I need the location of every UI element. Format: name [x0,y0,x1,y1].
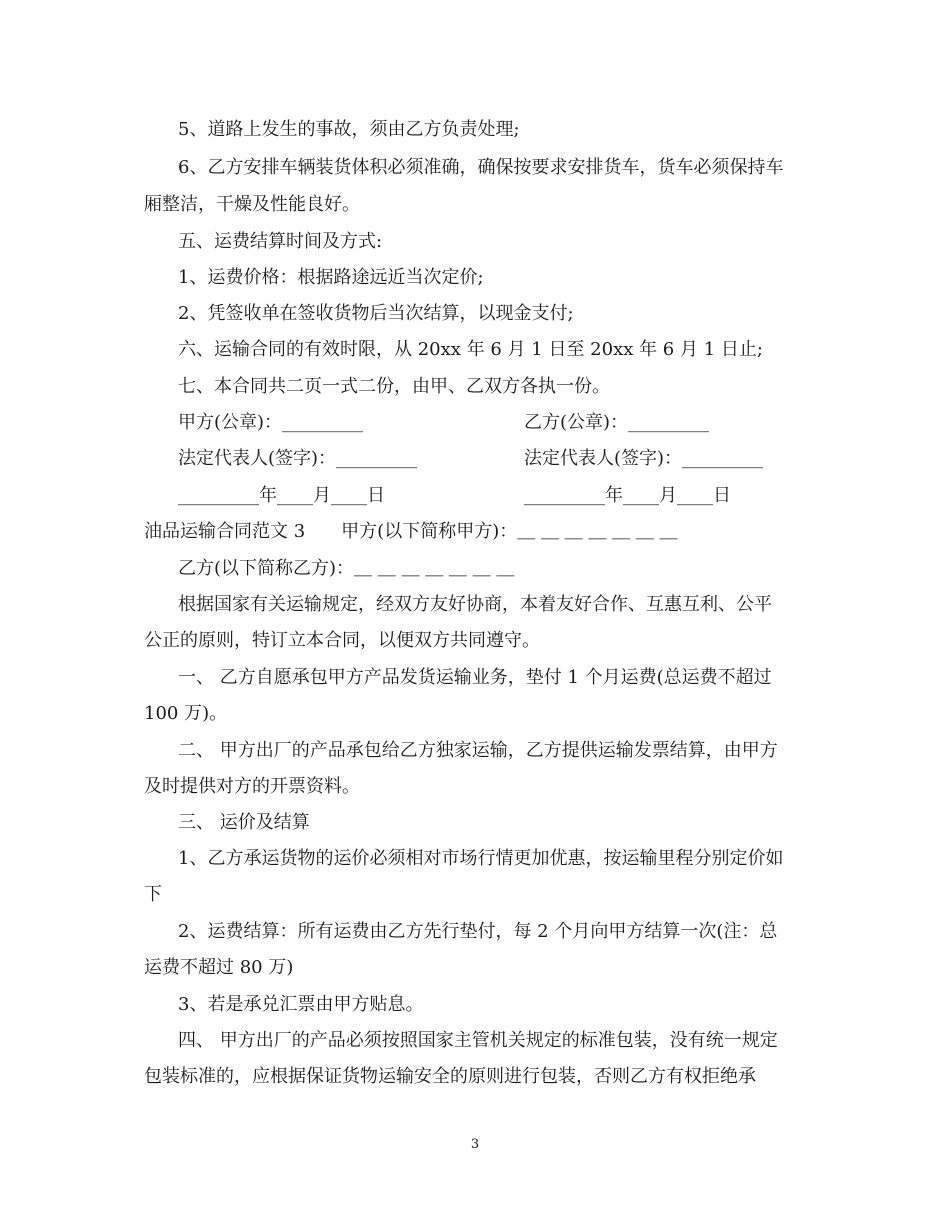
clause-6-vehicle-cont: 厢整洁，干燥及性能良好。 [144,194,360,215]
article-3-item-1-line-2: 下 [144,884,162,905]
party-a-representative-line: 法定代表人(签字)：_________ [178,448,418,469]
contract-3-party-b: 乙方(以下简称乙方)：＿ ＿ ＿ ＿ ＿ ＿ ＿ [178,558,515,579]
party-b-date-line: _________年____月____日 [524,485,731,506]
party-b-representative-line: 法定代表人(签字)：_________ [524,448,764,469]
clause-6-vehicle: 6、乙方安排车辆装货体积必须准确，确保按要求安排货车，货车必须保持车 [178,157,784,178]
party-a-date-line: _________年____月____日 [178,485,385,506]
section-5-heading: 五、运费结算时间及方式: [178,231,383,252]
clause-5-accident: 5、道路上发生的事故，须由乙方负责处理; [178,119,520,140]
article-1-line-1: 一、 乙方自愿承包甲方产品发货运输业务，垫付 1 个月运费(总运费不超过 [178,667,772,688]
section-6-validity: 六、运输合同的有效时限，从 20xx 年 6 月 1 日至 20xx 年 6 月 1 日止; [178,339,763,360]
article-3-item-2-line-2: 运费不超过 80 万) [144,957,294,978]
clause-freight-price: 1、运费价格：根据路途远近当次定价; [178,267,484,288]
article-2-line-2: 及时提供对方的开票资料。 [144,776,360,797]
article-3-item-2-line-1: 2、运费结算：所有运费由乙方先行垫付，每 2 个月向甲方结算一次(注：总 [178,921,778,942]
article-2-line-1: 二、 甲方出厂的产品承包给乙方独家运输，乙方提供运输发票结算，由甲方 [178,740,778,761]
article-1-line-2: 100 万)。 [144,703,228,724]
page-number: 3 [470,1137,480,1152]
section-7-copies: 七、本合同共二页一式二份，由甲、乙双方各执一份。 [178,376,610,397]
clause-settlement: 2、凭签收单在签收货物后当次结算，以现金支付; [178,303,574,324]
contract-3-heading: 油品运输合同范文 3 甲方(以下简称甲方)：＿ ＿ ＿ ＿ ＿ ＿ ＿ [144,521,678,542]
party-b-seal-line: 乙方(公章)：_________ [524,412,710,433]
party-a-seal-line: 甲方(公章)：_________ [178,412,364,433]
preamble-line-1: 根据国家有关运输规定，经双方友好协商，本着友好合作、互惠互利、公平 [178,594,772,615]
article-3-item-3: 3、若是承兑汇票由甲方贴息。 [178,994,424,1015]
article-4-line-2: 包装标准的，应根据保证货物运输安全的原则进行包装，否则乙方有权拒绝承 [144,1066,756,1087]
article-3-item-1-line-1: 1、乙方承运货物的运价必须相对市场行情更加优惠，按运输里程分别定价如 [178,848,784,869]
article-3-heading: 三、 运价及结算 [178,812,310,833]
article-4-line-1: 四、 甲方出厂的产品必须按照国家主管机关规定的标准包装，没有统一规定 [178,1030,778,1051]
preamble-line-2: 公正的原则，特订立本合同，以便双方共同遵守。 [144,630,540,651]
